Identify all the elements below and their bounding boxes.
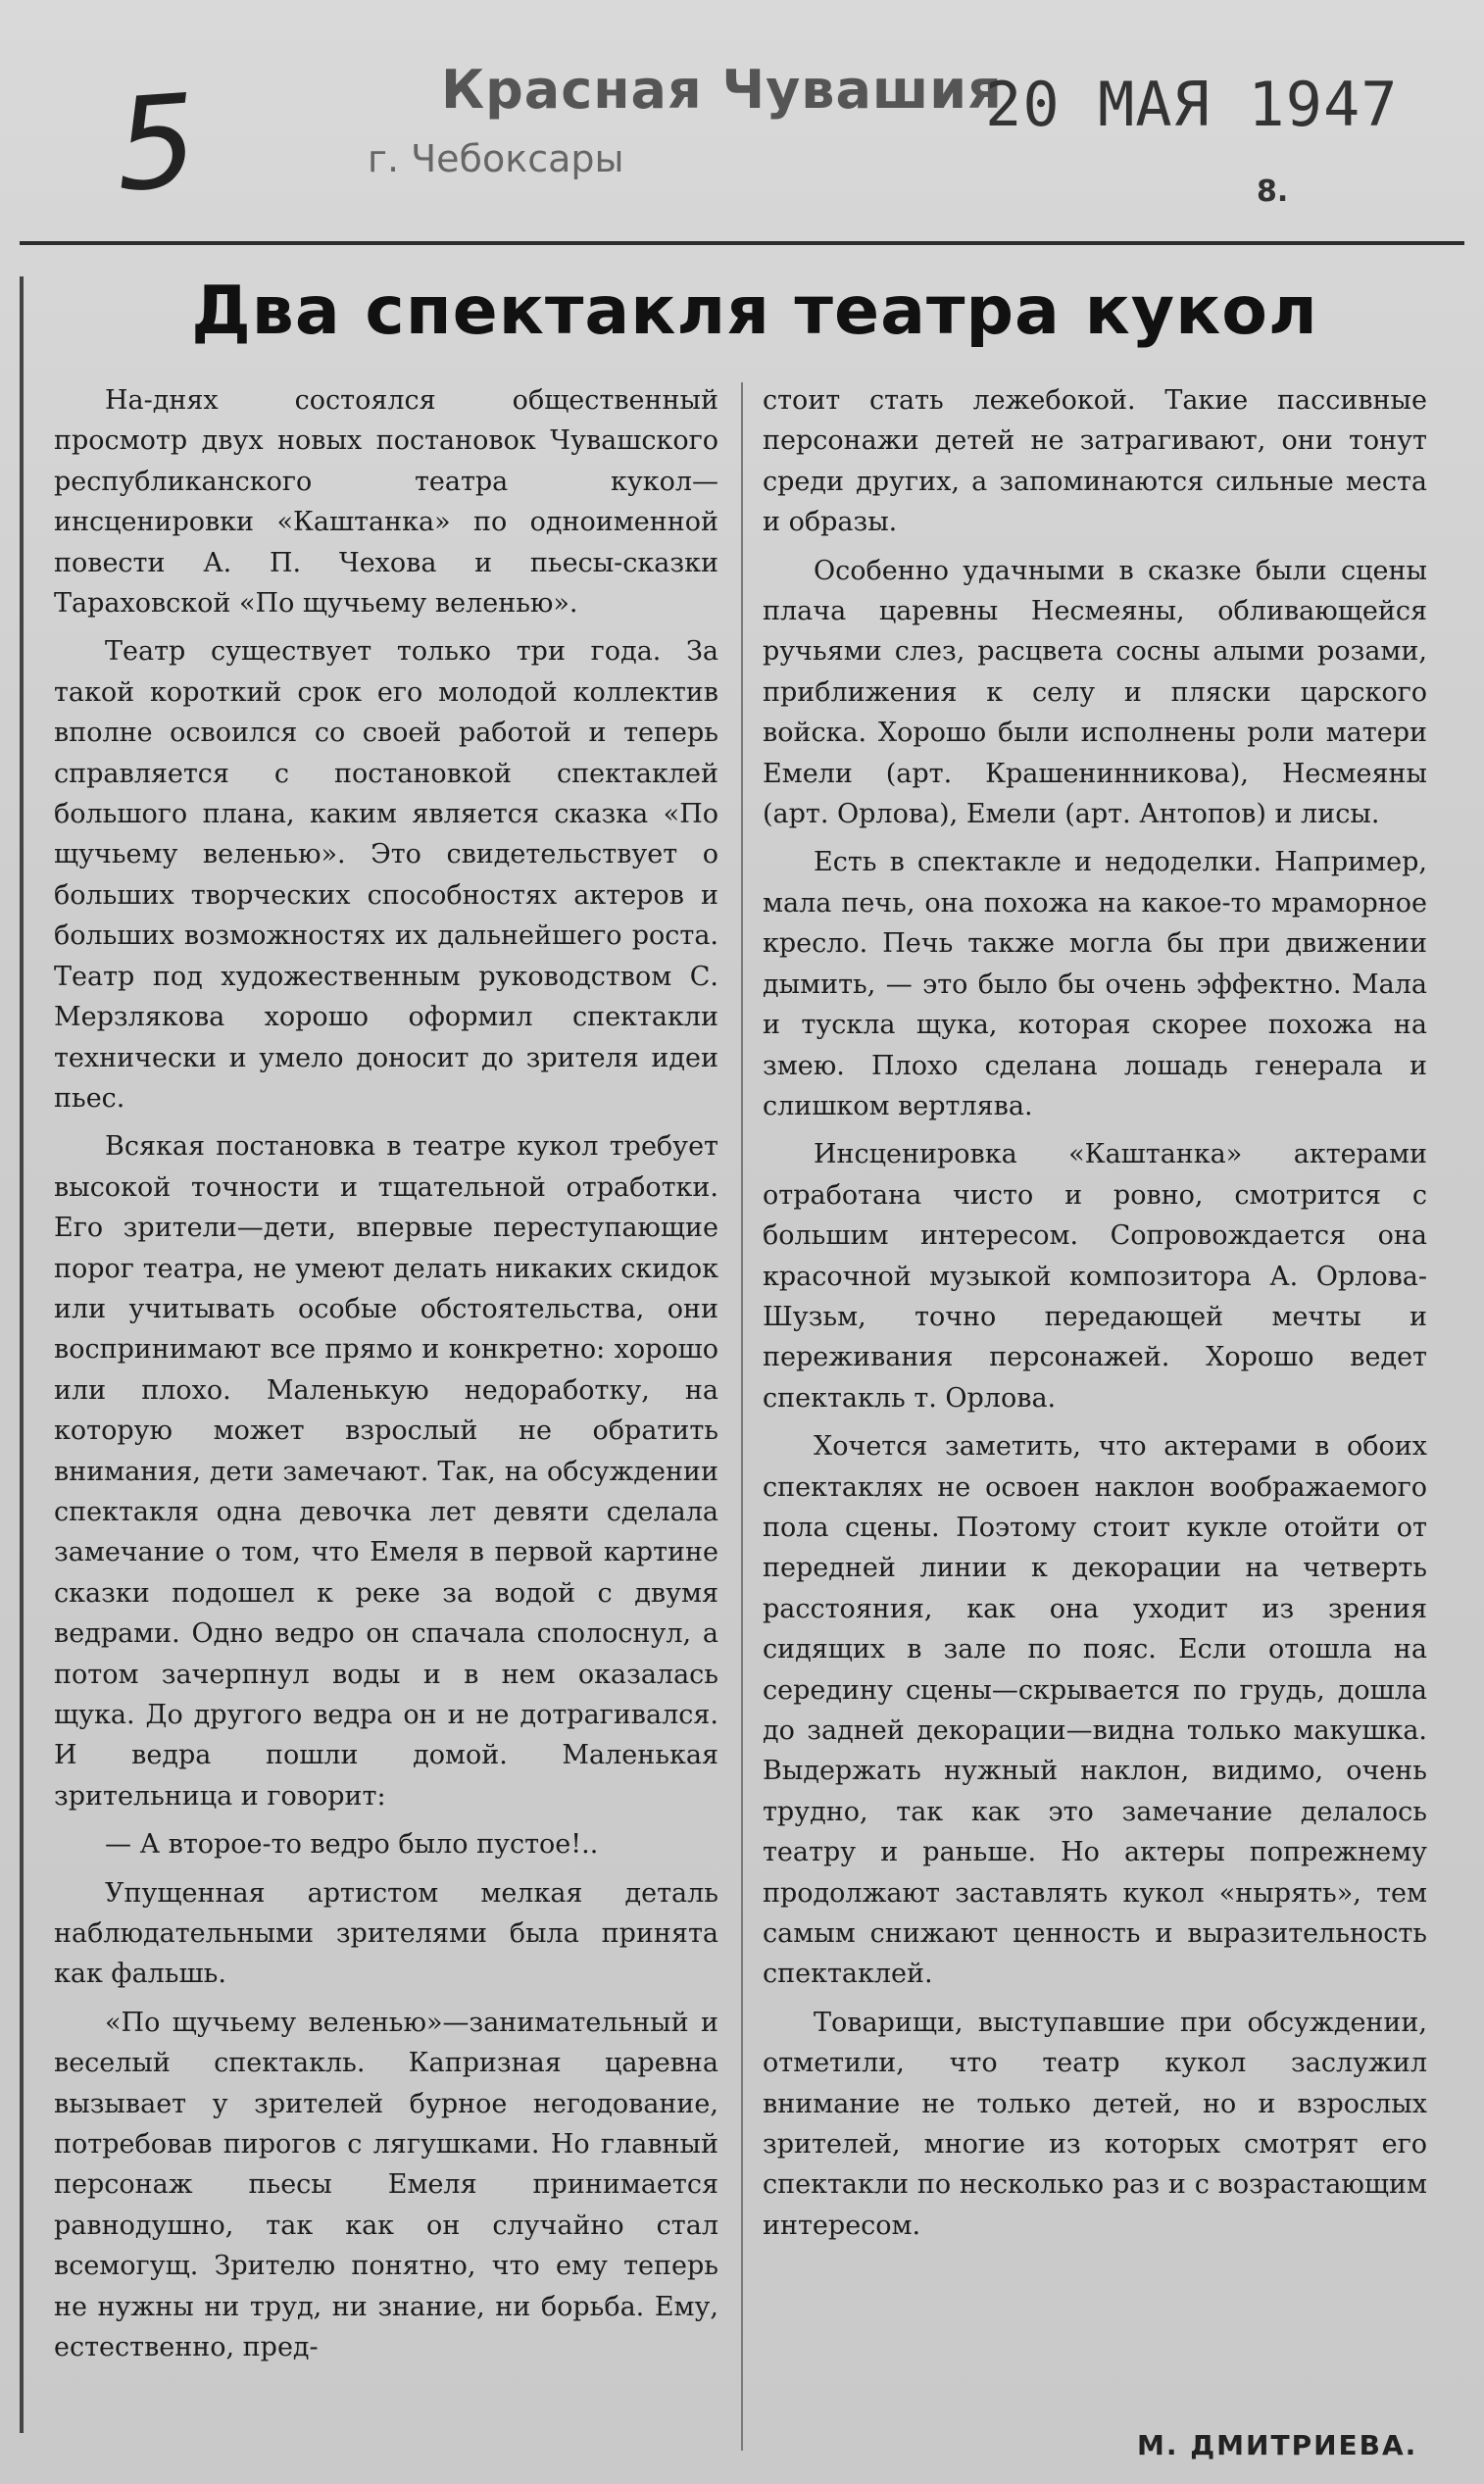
header-rule <box>20 241 1464 245</box>
paragraph: Упущенная артистом мелкая деталь наблюдательными зрителями была принята как фальшь. <box>54 1877 718 1990</box>
left-border-line <box>20 276 24 2433</box>
article-headline: Два спектакля театра кукол <box>191 273 1318 350</box>
paragraph: Товарищи, выступавшие при обсуждении, отметили, что театр кукол заслужил внимание не только детей, но и взрослых зрителей, многие из которых смотрят его спектакли по несколько раз и с возрастающим интересом. <box>763 2007 1427 2241</box>
handwritten-number: 5 <box>110 66 202 221</box>
article-right-column <box>763 380 1427 2254</box>
paragraph: Особенно удачными в сказке были сцены плача царевны Несмеяны, обливающейся ручьями слез, расцвета сосны алыми розами, приближения к селу и пляски царского войска. Хорошо были исполнены роли матери Емели (арт. Крашенинникова), Несмеяны (арт. Орлова), Емели (арт. Антопов) и лисы. <box>763 555 1427 830</box>
author-signature: М. ДМИТРИЕВА. <box>1137 2429 1418 2461</box>
newspaper-name-stamp: Красная Чувашия <box>441 59 1003 121</box>
page-mark: 8. <box>1257 174 1289 209</box>
paragraph: «По щучьему веленью»—занимательный и веселый спектакль. Капризная царевна вызывает у зрителей бурное негодование, потребовав пирогов с лягушками. Но главный персонаж пьесы Емеля принимается равнодушно, так как он случайно стал всемогущ. Зрителю понятно, что ему теперь не нужны ни труд, ни знание, ни борьба. Ему, естественно, пред- <box>54 2007 718 2363</box>
column-divider <box>741 382 743 2451</box>
paragraph: Есть в спектакле и недоделки. Например, мала печь, она похожа на какое-то мраморное кресло. Печь также могла бы при движении дымить, — это было бы очень эффектно. Мала и тускла щука, которая скорее похожа на змею. Плохо сделана лошадь генерала и слишком вертлява. <box>763 847 1427 1121</box>
paragraph-continuation: стоит стать лежебокой. Такие пассивные персонажи детей не затрагивают, они тонут среди других, а запоминаются сильные места и образы. <box>763 385 1427 538</box>
paragraph: Театр существует только три года. За такой короткий срок его молодой коллектив вполне освоился со своей работой и теперь справляется с постановкой спектаклей большого плана, каким является сказка «По щучьему веленью». Это свидетельствует о больших творческих способностях актеров и больших возможностях их дальнейшего роста. Театр под художественным руководством С. Мерзлякова хорошо оформил спектакли технически и умело доносит до зрителя идеи пьес. <box>54 636 718 1114</box>
paragraph: — А второе-то ведро было пустое!.. <box>105 1829 599 1861</box>
paragraph: Хочется заметить, что актерами в обоих спектаклях не освоен наклон воображаемого пола сцены. Поэтому стоит кукле отойти от передней линии к декорации на четверть расстояния, как она уходит из зрения сидящих в зале по пояс. Если отошла на середину сцены—скрывается по грудь, дошла до задней декорации—видна только макушка. Выдержать нужный наклон, видимо, очень трудно, так как это замечание делалось театру и раньше. Но актеры попрежнему продолжают заставлять кукол «нырять», тем самым снижают ценность и выразительность спектаклей. <box>763 1431 1427 1990</box>
paragraph: Всякая постановка в театре кукол требует высокой точности и тщательной отработки. Его зрители—дети, впервые переступающие порог театра, не умеют делать никаких скидок или учитывать особые обстоятельства, они воспринимают все прямо и конкретно: хорошо или плохо. Маленькую недоработку, на которую может взрослый не обратить внимания, дети замечают. Так, на обсуждении спектакля одна девочка лет девяти сделала замечание о том, что Емеля в первой картине сказки подошел к реке за водой с двумя ведрами. Одно ведро он спачала сполоснул, а потом зачерпнул воды и в нем оказалась щука. До другого ведра он и не дотрагивался. И ведра пошли домой. Маленькая зрительница и говорит: <box>54 1131 718 1812</box>
paragraph: На-днях состоялся общественный просмотр двух новых постановок Чувашского республиканского театра кукол—инсценировки «Каштанка» по одноименной повести А. П. Чехова и пьесы-сказки Тараховской «По щучьему веленью». <box>54 385 718 620</box>
article-left-column <box>54 380 718 2376</box>
paragraph: Инсценировка «Каштанка» актерами отработана чисто и ровно, смотрится с большим интересом. Сопровождается она красочной музыкой композитора А. Орлова-Шузьм, точно передающей мечты и переживания персонажей. Хорошо ведет спектакль т. Орлова. <box>763 1139 1427 1414</box>
city-stamp: г. Чебоксары <box>368 137 624 180</box>
date-stamp: 20 МАЯ 1947 <box>985 69 1399 140</box>
